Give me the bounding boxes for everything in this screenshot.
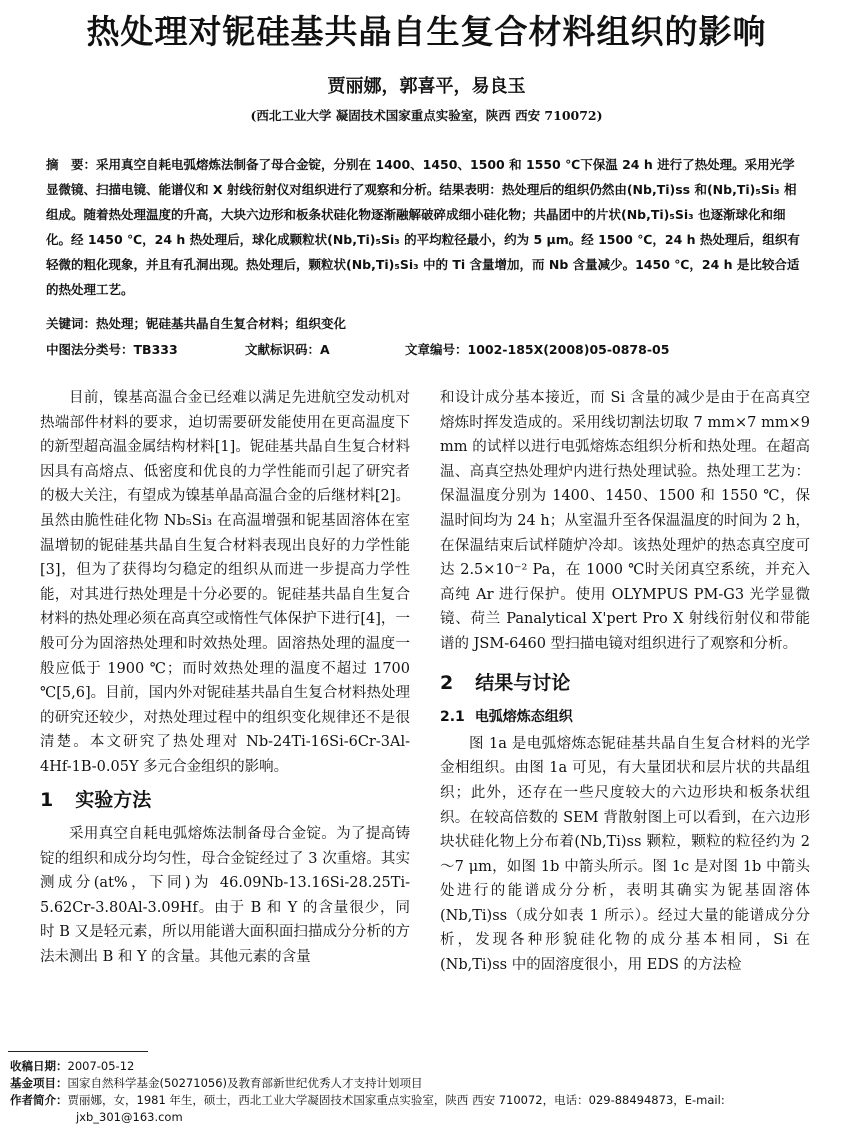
- author-list: 贾丽娜，郭喜平，易良玉: [327, 76, 526, 97]
- footnotes: [10, 1058, 840, 1126]
- footnote-divider: [8, 1051, 148, 1052]
- fund-value: 国家自然科学基金(50271056)及教育部新世纪优秀人才支持计划项目: [67, 1076, 423, 1090]
- fund-label: 基金项目：: [10, 1076, 68, 1090]
- abstract: [46, 152, 806, 302]
- left-column: [40, 386, 410, 970]
- abstract-text: 采用真空自耗电弧熔炼法制备了母合金锭，分别在 1400、1450、1500 和 1550 ℃下保温 24 h 进行了热处理。采用光学显微镜、扫描电镜、能谱仪和 X 射线衍射仪对组织进行了观察和分析。结果表明：热处理后的组织仍然由(Nb,Ti)ss 和(Nb,Ti)₅Si₃ 相组成。随着热处理温度的升高，大块六边形和板条状硅化物逐渐融解破碎成细小硅化物；共晶团中的片状(Nb,Ti)₅Si₃ 也逐渐球化和细化。经 1450 ℃，24 h 热处理后，球化成颗粒状(Nb,Ti)₅Si₃ 的平均粒径最小，约为 5 μm。经 1500 ℃，24 h 热处理后，组织有轻微的粗化现象，并且有孔洞出现。热处理后，颗粒状(Nb,Ti)₅Si₃ 中的 Ti 含量增加，而 Nb 含量减少。1450 ℃，24 h 是比较合适的热处理工艺。: [46, 157, 800, 297]
- bio-value: 贾丽娜，女，1981 年生，硕士，西北工业大学凝固技术国家重点实验室，陕西 西安 710072，电话：029-88494873，E-mail:: [67, 1093, 725, 1107]
- doc-value: A: [320, 342, 330, 357]
- section-2-number: 2: [440, 671, 454, 694]
- right-column: [440, 386, 810, 978]
- article-value: 1002-185X(2008)05-0878-05: [467, 342, 670, 357]
- section-1-number: 1: [40, 788, 54, 811]
- received-label: 收稿日期：: [10, 1059, 68, 1073]
- subsection-2-1-number: 2.1: [440, 709, 465, 726]
- subsection-2-1-title: 电弧熔炼态组织: [474, 709, 573, 726]
- paper-title: 热处理对铌硅基共晶自生复合材料组织的影响: [86, 12, 767, 51]
- section-2-title: 结果与讨论: [475, 671, 571, 694]
- section-1-paragraph: 采用真空自耗电弧熔炼法制备母合金锭。为了提高铸锭的组织和成分均匀性，母合金锭经过了 3 次重熔。其实测成分(at%，下同)为 46.09Nb-13.16Si-28.25Ti-5.62Cr-3.80Al-3.09Hf。由于 B 和 Y 的含量很少，同时 B 又是轻元素，所以用能谱大面积面扫描成分分析的方法未测出 B 和 Y 的含量。其他元素的含量: [40, 826, 410, 966]
- bio-label: 作者简介：: [10, 1093, 68, 1107]
- keywords: [46, 314, 346, 332]
- section-1-title: 实验方法: [75, 788, 152, 811]
- keywords-label: 关键词：: [46, 316, 97, 331]
- section-2-heading: [440, 671, 810, 696]
- received-date: [10, 1058, 840, 1075]
- article-number: [405, 340, 669, 358]
- clc-number: [46, 340, 178, 358]
- subsection-2-1-paragraph: 图 1a 是电弧熔炼态铌硅基共晶自生复合材料的光学金相组织。由图 1a 可见，有大量团状和层片状的共晶组织；此外，还存在一些尺度较大的六边形块和板条状组织。在较高倍数的 SEM 背散射图上可以看到，在六边形块状硅化物上分布着(Nb,Ti)ss 颗粒，颗粒的粒径约为 2～7 μm，如图 1b 中箭头所示。图 1c 是对图 1b 中箭头处进行的能谱成分分析，表明其确实为铌基固溶体(Nb,Ti)ss（成分如表 1 所示）。经过大量的能谱成分分析，发现各种形貌硅化物的成分基本相同，Si 在(Nb,Ti)ss 中的固溶度很小，用 EDS 的方法检: [440, 735, 810, 974]
- intro-paragraph: 目前，镍基高温合金已经难以满足先进航空发动机对热端部件材料的要求，迫切需要研发能使用在更高温度下的新型超高温金属结构材料[1]。铌硅基共晶自生复合材料因具有高熔点、低密度和优良的力学性能而引起了研究者的极大关注，有望成为镍基单晶高温合金的后继材料[2]。虽然由脆性硅化物 Nb₅Si₃ 在高温增强和铌基固溶体在室温增韧的铌硅基共晶自生复合材料表现出良好的力学性能[3]，但为了获得均匀稳定的组织从而进一步提高力学性能，对其进行热处理是十分必要的。铌硅基共晶自生复合材料的热处理必须在高真空或惰性气体保护下进行[4]，一般可分为固溶热处理和时效热处理。固溶热处理的温度一般应低于 1900 ℃；而时效热处理的温度不超过 1700 ℃[5,6]。目前，国内外对铌硅基共晶自生复合材料热处理的研究还较少，对热处理过程中的组织变化规律还不是很清楚。本文研究了热处理对 Nb-24Ti-16Si-6Cr-3Al-4Hf-1B-0.05Y 多元合金组织的影响。: [40, 390, 410, 775]
- fund-info: [10, 1075, 840, 1092]
- abstract-label: 摘 要：: [46, 157, 97, 172]
- subsection-2-1-heading: [440, 705, 810, 730]
- keywords-text: 热处理；铌硅基共晶自生复合材料；组织变化: [96, 316, 347, 331]
- clc-label: 中图法分类号：: [46, 342, 134, 357]
- article-label: 文章编号：: [405, 342, 468, 357]
- author-email: jxb_301@163.com: [76, 1110, 183, 1124]
- document-code: [245, 340, 330, 358]
- section-1-heading: [40, 788, 410, 813]
- methods-continuation: 和设计成分基本接近，而 Si 含量的减少是由于在高真空熔炼时挥发造成的。采用线切割法切取 7 mm×7 mm×9 mm 的试样以进行电弧熔炼态组织分析和热处理。在超高温、高真空热处理炉内进行热处理试验。热处理工艺为：保温温度分别为 1400、1450、1500 和 1550 ℃，保温时间均为 24 h；从室温升至各保温温度的时间为 2 h，在保温结束后试样随炉冷却。该热处理炉的热态真空度可达 2.5×10⁻² Pa，在 1000 ℃时关闭真空系统，并充入高纯 Ar 进行保护。使用 OLYMPUS PM-G3 光学显微镜、荷兰 Panalytical X'pert Pro X 射线衍射仪和带能谱的 JSM-6460 型扫描电镜对组织进行了观察和分析。: [440, 390, 810, 652]
- received-value: 2007-05-12: [67, 1059, 135, 1073]
- author-bio: [10, 1092, 840, 1109]
- affiliation: (西北工业大学 凝固技术国家重点实验室，陕西 西安 710072): [250, 108, 603, 123]
- clc-value: TB333: [133, 342, 178, 357]
- doc-label: 文献标识码：: [245, 342, 321, 357]
